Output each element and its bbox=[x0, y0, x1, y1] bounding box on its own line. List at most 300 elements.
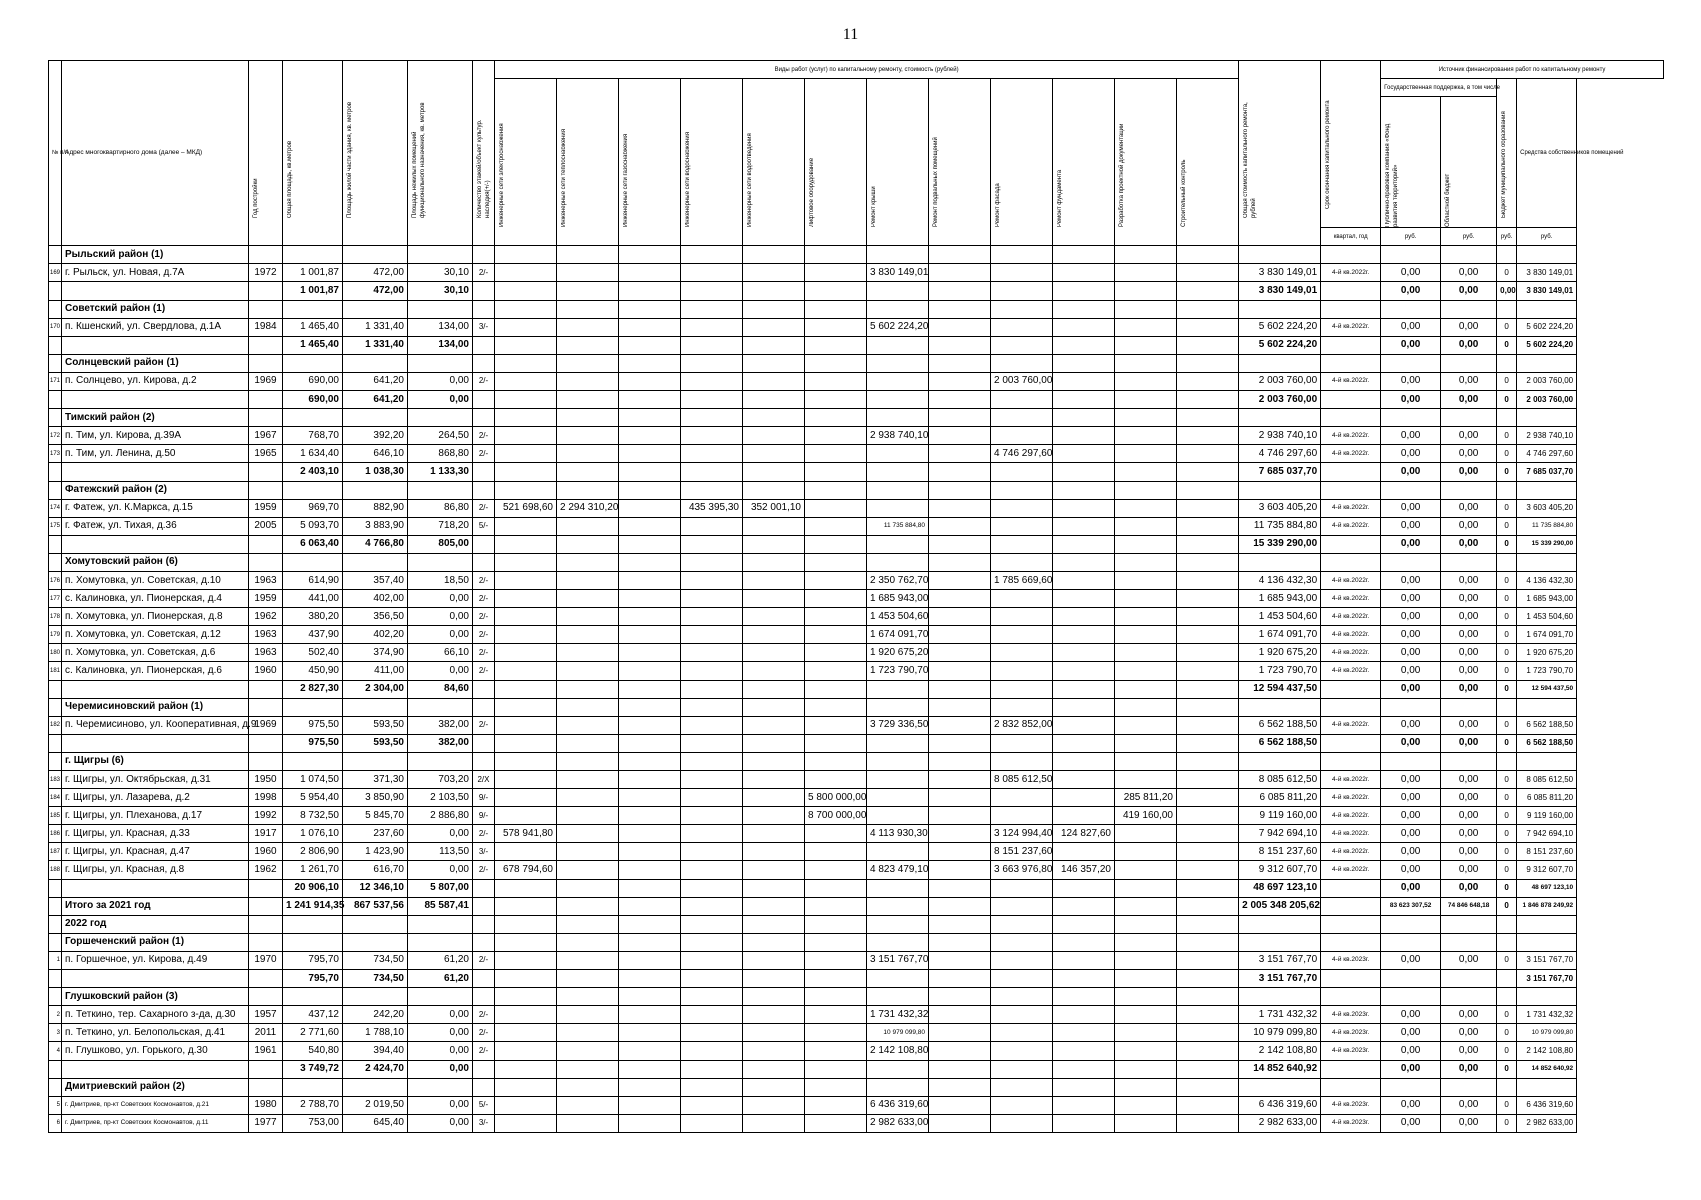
cell-empty bbox=[1115, 988, 1177, 1006]
cell-empty bbox=[495, 698, 557, 716]
cell-year: 1961 bbox=[249, 1042, 283, 1060]
header-year: Год постройки bbox=[249, 61, 283, 246]
header-works-group: Виды работ (услуг) по капитальному ремонту, стоимость (рублей) bbox=[495, 61, 1239, 79]
cell-work-11 bbox=[1177, 517, 1239, 535]
cell-work-3 bbox=[681, 336, 743, 354]
cell-work-11 bbox=[1177, 879, 1239, 897]
cell-work-2 bbox=[619, 427, 681, 445]
cell-owners: 3 830 149,01 bbox=[1517, 264, 1577, 282]
cell-living-area: 641,20 bbox=[343, 391, 408, 409]
cell-living-area: 1 331,40 bbox=[343, 336, 408, 354]
cell-work-9 bbox=[1053, 879, 1115, 897]
table-row bbox=[49, 861, 1664, 879]
cell-work-1 bbox=[557, 1024, 619, 1042]
cell-living-area: 356,50 bbox=[343, 608, 408, 626]
header-row bbox=[49, 61, 1664, 79]
cell-work-7 bbox=[929, 951, 991, 969]
cell-work-4 bbox=[743, 807, 805, 825]
cell-work-10 bbox=[1115, 427, 1177, 445]
cell-empty bbox=[473, 246, 495, 264]
cell-empty bbox=[408, 933, 473, 951]
cell-work-2 bbox=[619, 1042, 681, 1060]
cell-nonres-area: 18,50 bbox=[408, 571, 473, 589]
header-total-cost: Общая стоимость капитального ремонта, рублей bbox=[1239, 61, 1321, 246]
cell-work-3 bbox=[681, 282, 743, 300]
cell-address: г. Щигры, ул. Плеханова, д.17 bbox=[62, 807, 249, 825]
cell-year bbox=[249, 391, 283, 409]
cell-address: с. Калиновка, ул. Пионерская, д.6 bbox=[62, 662, 249, 680]
cell-year: 1972 bbox=[249, 264, 283, 282]
cell-nonres-area: 264,50 bbox=[408, 427, 473, 445]
cell-work-0 bbox=[495, 427, 557, 445]
cell-work-11 bbox=[1177, 499, 1239, 517]
cell-term bbox=[1321, 463, 1381, 481]
section-row bbox=[49, 933, 1664, 951]
cell-municipal: 0 bbox=[1497, 662, 1517, 680]
cell-nonres-area: 868,80 bbox=[408, 445, 473, 463]
cell-work-10 bbox=[1115, 951, 1177, 969]
cell-empty bbox=[249, 988, 283, 1006]
cell-empty bbox=[249, 354, 283, 372]
cell-empty bbox=[991, 409, 1053, 427]
cell-work-10: 285 811,20 bbox=[1115, 789, 1177, 807]
cell-work-5 bbox=[805, 970, 867, 988]
cell-work-9 bbox=[1053, 716, 1115, 734]
cell-year bbox=[249, 336, 283, 354]
cell-work-10 bbox=[1115, 571, 1177, 589]
cell-work-8: 3 663 976,80 bbox=[991, 861, 1053, 879]
cell-num: 187 bbox=[49, 843, 62, 861]
cell-municipal: 0 bbox=[1497, 1024, 1517, 1042]
cell-work-2 bbox=[619, 391, 681, 409]
cell-regional: 0,00 bbox=[1441, 427, 1497, 445]
cell-total-area: 1 076,10 bbox=[283, 825, 343, 843]
cell-work-2 bbox=[619, 571, 681, 589]
cell-empty bbox=[1381, 1078, 1441, 1096]
cell-empty bbox=[805, 481, 867, 499]
cell-empty bbox=[1497, 246, 1517, 264]
cell-empty bbox=[619, 933, 681, 951]
table-row bbox=[49, 1114, 1664, 1132]
table-row bbox=[49, 1024, 1664, 1042]
cell-regional: 0,00 bbox=[1441, 571, 1497, 589]
cell-work-4 bbox=[743, 680, 805, 698]
header-sources-group: Источник финансирования работ по капитальному ремонту bbox=[1381, 61, 1664, 79]
cell-work-4 bbox=[743, 662, 805, 680]
cell-regional: 0,00 bbox=[1441, 843, 1497, 861]
cell-work-7 bbox=[929, 264, 991, 282]
cell-work-6 bbox=[867, 372, 929, 390]
cell-work-7 bbox=[929, 861, 991, 879]
cell-floors bbox=[473, 680, 495, 698]
cell-owners: 6 436 319,60 bbox=[1517, 1096, 1577, 1114]
cell-work-6: 3 729 336,50 bbox=[867, 716, 929, 734]
cell-floors: 2/- bbox=[473, 1006, 495, 1024]
cell-work-3 bbox=[681, 734, 743, 752]
section-row bbox=[49, 409, 1664, 427]
header-regional: Областной бюджет bbox=[1441, 97, 1497, 228]
cell-municipal: 0 bbox=[1497, 626, 1517, 644]
cell-empty bbox=[805, 300, 867, 318]
cell-empty bbox=[495, 752, 557, 770]
cell-address: г. Щигры, ул. Красная, д.8 bbox=[62, 861, 249, 879]
cell-work-11 bbox=[1177, 318, 1239, 336]
cell-work-1 bbox=[557, 879, 619, 897]
cell-empty bbox=[343, 354, 408, 372]
cell-year bbox=[249, 1060, 283, 1078]
cell-empty bbox=[1321, 752, 1381, 770]
cell-empty bbox=[1381, 915, 1441, 933]
cell-empty bbox=[473, 409, 495, 427]
cell-term: 4-й кв.2022г. bbox=[1321, 807, 1381, 825]
cell-work-5 bbox=[805, 463, 867, 481]
cell-fund: 0,00 bbox=[1381, 427, 1441, 445]
cell-regional: 0,00 bbox=[1441, 391, 1497, 409]
cell-work-9 bbox=[1053, 1024, 1115, 1042]
header-state-support: Государственная поддержка, в том числе bbox=[1381, 79, 1497, 97]
cell-work-3 bbox=[681, 535, 743, 553]
cell-work-7 bbox=[929, 1024, 991, 1042]
cell-address: п. Глушково, ул. Горького, д.30 bbox=[62, 1042, 249, 1060]
cell-total-area: 975,50 bbox=[283, 716, 343, 734]
cell-work-10 bbox=[1115, 391, 1177, 409]
cell-work-0 bbox=[495, 626, 557, 644]
cell-work-6 bbox=[867, 680, 929, 698]
cell-empty bbox=[743, 481, 805, 499]
cell-empty bbox=[343, 698, 408, 716]
cell-empty bbox=[283, 246, 343, 264]
cell-total-cost: 7 685 037,70 bbox=[1239, 463, 1321, 481]
cell-work-6: 10 979 099,80 bbox=[867, 1024, 929, 1042]
cell-owners: 5 602 224,20 bbox=[1517, 336, 1577, 354]
cell-work-5 bbox=[805, 427, 867, 445]
cell-total-area: 6 063,40 bbox=[283, 535, 343, 553]
cell-work-9 bbox=[1053, 734, 1115, 752]
cell-empty bbox=[867, 933, 929, 951]
cell-living-area: 402,00 bbox=[343, 590, 408, 608]
cell-empty bbox=[1053, 354, 1115, 372]
cell-work-0: 578 941,80 bbox=[495, 825, 557, 843]
cell-work-6: 1 723 790,70 bbox=[867, 662, 929, 680]
cell-work-5 bbox=[805, 571, 867, 589]
cell-empty bbox=[408, 915, 473, 933]
cell-empty bbox=[473, 698, 495, 716]
cell-year bbox=[249, 970, 283, 988]
cell-floors: 2/- bbox=[473, 825, 495, 843]
cell-nonres-area: 61,20 bbox=[408, 951, 473, 969]
cell-regional: 0,00 bbox=[1441, 318, 1497, 336]
cell-municipal bbox=[1497, 970, 1517, 988]
cell-work-8: 4 746 297,60 bbox=[991, 445, 1053, 463]
table-row bbox=[49, 825, 1664, 843]
cell-work-0 bbox=[495, 463, 557, 481]
cell-work-1 bbox=[557, 608, 619, 626]
cell-empty bbox=[867, 553, 929, 571]
cell-empty bbox=[249, 698, 283, 716]
cell-work-4 bbox=[743, 318, 805, 336]
cell-work-2 bbox=[619, 771, 681, 789]
cell-work-4 bbox=[743, 644, 805, 662]
cell-work-5 bbox=[805, 372, 867, 390]
cell-address: г. Щигры, ул. Красная, д.33 bbox=[62, 825, 249, 843]
cell-work-8 bbox=[991, 499, 1053, 517]
cell-work-1 bbox=[557, 336, 619, 354]
cell-num bbox=[49, 391, 62, 409]
cell-nonres-area: 84,60 bbox=[408, 680, 473, 698]
cell-floors bbox=[473, 463, 495, 481]
cell-regional: 0,00 bbox=[1441, 861, 1497, 879]
cell-total-area: 795,70 bbox=[283, 970, 343, 988]
section-title: Горшеченский район (1) bbox=[62, 933, 249, 951]
table-row bbox=[49, 499, 1664, 517]
cell-regional: 0,00 bbox=[1441, 336, 1497, 354]
cell-fund: 0,00 bbox=[1381, 264, 1441, 282]
cell-year: 1963 bbox=[249, 644, 283, 662]
cell-work-3 bbox=[681, 1060, 743, 1078]
cell-work-6: 2 938 740,10 bbox=[867, 427, 929, 445]
cell-nonres-area: 113,50 bbox=[408, 843, 473, 861]
cell-work-1 bbox=[557, 716, 619, 734]
cell-work-0 bbox=[495, 716, 557, 734]
cell-work-9 bbox=[1053, 372, 1115, 390]
cell-fund: 0,00 bbox=[1381, 662, 1441, 680]
cell-empty bbox=[557, 988, 619, 1006]
cell-work-10 bbox=[1115, 861, 1177, 879]
cell-living-area: 646,10 bbox=[343, 445, 408, 463]
cell-work-2 bbox=[619, 789, 681, 807]
cell-work-5 bbox=[805, 1042, 867, 1060]
cell-regional: 0,00 bbox=[1441, 463, 1497, 481]
cell-work-5 bbox=[805, 282, 867, 300]
cell-empty bbox=[473, 988, 495, 1006]
cell-work-10 bbox=[1115, 734, 1177, 752]
cell-municipal: 0 bbox=[1497, 535, 1517, 553]
cell-work-8: 1 785 669,60 bbox=[991, 571, 1053, 589]
cell-total-area: 450,90 bbox=[283, 662, 343, 680]
cell-work-4 bbox=[743, 789, 805, 807]
cell-nonres-area: 703,20 bbox=[408, 771, 473, 789]
cell-owners: 4 746 297,60 bbox=[1517, 445, 1577, 463]
cell-empty bbox=[473, 354, 495, 372]
cell-work-9 bbox=[1053, 264, 1115, 282]
cell-total-area: 1 074,50 bbox=[283, 771, 343, 789]
cell-total-area: 768,70 bbox=[283, 427, 343, 445]
cell-living-area: 2 304,00 bbox=[343, 680, 408, 698]
cell-address bbox=[62, 970, 249, 988]
cell-work-6 bbox=[867, 463, 929, 481]
cell-work-11 bbox=[1177, 590, 1239, 608]
cell-empty bbox=[867, 698, 929, 716]
cell-year: 1998 bbox=[249, 789, 283, 807]
cell-work-7 bbox=[929, 391, 991, 409]
cell-work-1 bbox=[557, 590, 619, 608]
cell-year: 1980 bbox=[249, 1096, 283, 1114]
cell-floors bbox=[473, 336, 495, 354]
cell-municipal: 0 bbox=[1497, 734, 1517, 752]
cell-work-0 bbox=[495, 1060, 557, 1078]
cell-municipal: 0 bbox=[1497, 499, 1517, 517]
header-total-area: Общая площадь, кв.метров bbox=[283, 61, 343, 246]
table-row bbox=[49, 608, 1664, 626]
cell-municipal: 0 bbox=[1497, 843, 1517, 861]
cell-work-4 bbox=[743, 336, 805, 354]
cell-work-1 bbox=[557, 680, 619, 698]
cell-year: 1965 bbox=[249, 445, 283, 463]
cell-floors: 5/- bbox=[473, 1096, 495, 1114]
cell-empty bbox=[929, 354, 991, 372]
cell-total-area: 690,00 bbox=[283, 372, 343, 390]
cell-work-10 bbox=[1115, 372, 1177, 390]
cell-work-9 bbox=[1053, 1060, 1115, 1078]
cell-floors bbox=[473, 879, 495, 897]
cell-floors: 9/- bbox=[473, 807, 495, 825]
cell-living-area: 3 850,90 bbox=[343, 789, 408, 807]
cell-empty bbox=[1517, 409, 1577, 427]
header-work-2: Инженерные сети газоснабжения bbox=[619, 79, 681, 246]
cell-owners: 1 846 878 249,92 bbox=[1517, 897, 1577, 915]
cell-work-1 bbox=[557, 391, 619, 409]
cell-work-7 bbox=[929, 427, 991, 445]
cell-empty bbox=[495, 354, 557, 372]
cell-total-area: 975,50 bbox=[283, 734, 343, 752]
cell-term: 4-й кв.2022г. bbox=[1321, 372, 1381, 390]
cell-nonres-area: 0,00 bbox=[408, 1114, 473, 1132]
cell-total-cost: 6 085 811,20 bbox=[1239, 789, 1321, 807]
cell-work-2 bbox=[619, 590, 681, 608]
cell-floors: 9/- bbox=[473, 789, 495, 807]
cell-work-0 bbox=[495, 264, 557, 282]
cell-work-5 bbox=[805, 897, 867, 915]
cell-work-6: 3 151 767,70 bbox=[867, 951, 929, 969]
cell-work-8 bbox=[991, 1114, 1053, 1132]
cell-empty bbox=[991, 1078, 1053, 1096]
cell-work-7 bbox=[929, 608, 991, 626]
cell-address: п. Тим, ул. Кирова, д.39А bbox=[62, 427, 249, 445]
cell-num: 177 bbox=[49, 590, 62, 608]
cell-num bbox=[49, 481, 62, 499]
cell-work-6 bbox=[867, 282, 929, 300]
cell-empty bbox=[1115, 409, 1177, 427]
cell-work-5 bbox=[805, 1096, 867, 1114]
cell-total-area: 753,00 bbox=[283, 1114, 343, 1132]
cell-empty bbox=[249, 246, 283, 264]
cell-living-area: 5 845,70 bbox=[343, 807, 408, 825]
cell-num: 184 bbox=[49, 789, 62, 807]
cell-num: 176 bbox=[49, 571, 62, 589]
cell-work-3 bbox=[681, 951, 743, 969]
cell-work-11 bbox=[1177, 282, 1239, 300]
cell-living-area: 242,20 bbox=[343, 1006, 408, 1024]
cell-work-8 bbox=[991, 680, 1053, 698]
cell-year: 1960 bbox=[249, 843, 283, 861]
cell-empty bbox=[743, 300, 805, 318]
cell-work-9 bbox=[1053, 644, 1115, 662]
cell-work-9 bbox=[1053, 318, 1115, 336]
cell-nonres-area: 0,00 bbox=[408, 626, 473, 644]
cell-work-0 bbox=[495, 644, 557, 662]
cell-empty bbox=[249, 1078, 283, 1096]
cell-year: 1962 bbox=[249, 608, 283, 626]
cell-empty bbox=[1381, 481, 1441, 499]
cell-regional: 74 846 648,18 bbox=[1441, 897, 1497, 915]
cell-fund: 0,00 bbox=[1381, 644, 1441, 662]
cell-work-11 bbox=[1177, 1060, 1239, 1078]
cell-work-11 bbox=[1177, 861, 1239, 879]
cell-work-3 bbox=[681, 1042, 743, 1060]
table-row bbox=[49, 807, 1664, 825]
cell-work-11 bbox=[1177, 391, 1239, 409]
cell-empty bbox=[283, 409, 343, 427]
cell-empty bbox=[929, 933, 991, 951]
section-title: г. Щигры (6) bbox=[62, 752, 249, 770]
cell-work-4: 352 001,10 bbox=[743, 499, 805, 517]
cell-work-3 bbox=[681, 608, 743, 626]
cell-work-9 bbox=[1053, 499, 1115, 517]
cell-work-0 bbox=[495, 734, 557, 752]
cell-total-cost: 1 920 675,20 bbox=[1239, 644, 1321, 662]
cell-work-1 bbox=[557, 463, 619, 481]
cell-empty bbox=[1321, 246, 1381, 264]
cell-nonres-area: 0,00 bbox=[408, 662, 473, 680]
cell-work-0: 678 794,60 bbox=[495, 861, 557, 879]
cell-empty bbox=[495, 933, 557, 951]
cell-total-cost: 7 942 694,10 bbox=[1239, 825, 1321, 843]
cell-empty bbox=[1517, 1078, 1577, 1096]
cell-empty bbox=[1053, 300, 1115, 318]
cell-work-9 bbox=[1053, 843, 1115, 861]
cell-total-cost: 11 735 884,80 bbox=[1239, 517, 1321, 535]
cell-work-8 bbox=[991, 644, 1053, 662]
cell-empty bbox=[929, 915, 991, 933]
cell-municipal: 0 bbox=[1497, 680, 1517, 698]
cell-empty bbox=[1115, 246, 1177, 264]
cell-floors bbox=[473, 1060, 495, 1078]
cell-empty bbox=[557, 1078, 619, 1096]
cell-total-cost: 1 723 790,70 bbox=[1239, 662, 1321, 680]
cell-work-9 bbox=[1053, 571, 1115, 589]
cell-work-8 bbox=[991, 879, 1053, 897]
cell-empty bbox=[1053, 246, 1115, 264]
cell-total-cost: 3 830 149,01 bbox=[1239, 282, 1321, 300]
cell-municipal: 0 bbox=[1497, 951, 1517, 969]
cell-work-8 bbox=[991, 951, 1053, 969]
header-work-8: Ремонт фасада bbox=[991, 79, 1053, 246]
cell-regional: 0,00 bbox=[1441, 734, 1497, 752]
cell-work-7 bbox=[929, 734, 991, 752]
cell-work-4 bbox=[743, 951, 805, 969]
section-row bbox=[49, 988, 1664, 1006]
cell-regional: 0,00 bbox=[1441, 517, 1497, 535]
cell-work-11 bbox=[1177, 1006, 1239, 1024]
cell-municipal: 0 bbox=[1497, 1042, 1517, 1060]
cell-empty bbox=[743, 933, 805, 951]
cell-empty bbox=[1115, 752, 1177, 770]
cell-work-8: 2 003 760,00 bbox=[991, 372, 1053, 390]
cell-address bbox=[62, 680, 249, 698]
cell-work-6 bbox=[867, 879, 929, 897]
cell-term: 4-й кв.2023г. bbox=[1321, 1024, 1381, 1042]
cell-work-8 bbox=[991, 1096, 1053, 1114]
cell-empty bbox=[283, 481, 343, 499]
cell-fund: 0,00 bbox=[1381, 463, 1441, 481]
cell-work-4 bbox=[743, 1096, 805, 1114]
cell-fund: 0,00 bbox=[1381, 680, 1441, 698]
cell-term: 4-й кв.2022г. bbox=[1321, 626, 1381, 644]
cell-total-cost: 1 685 943,00 bbox=[1239, 590, 1321, 608]
cell-empty bbox=[1517, 752, 1577, 770]
cell-work-11 bbox=[1177, 897, 1239, 915]
cell-work-6: 1 453 504,60 bbox=[867, 608, 929, 626]
